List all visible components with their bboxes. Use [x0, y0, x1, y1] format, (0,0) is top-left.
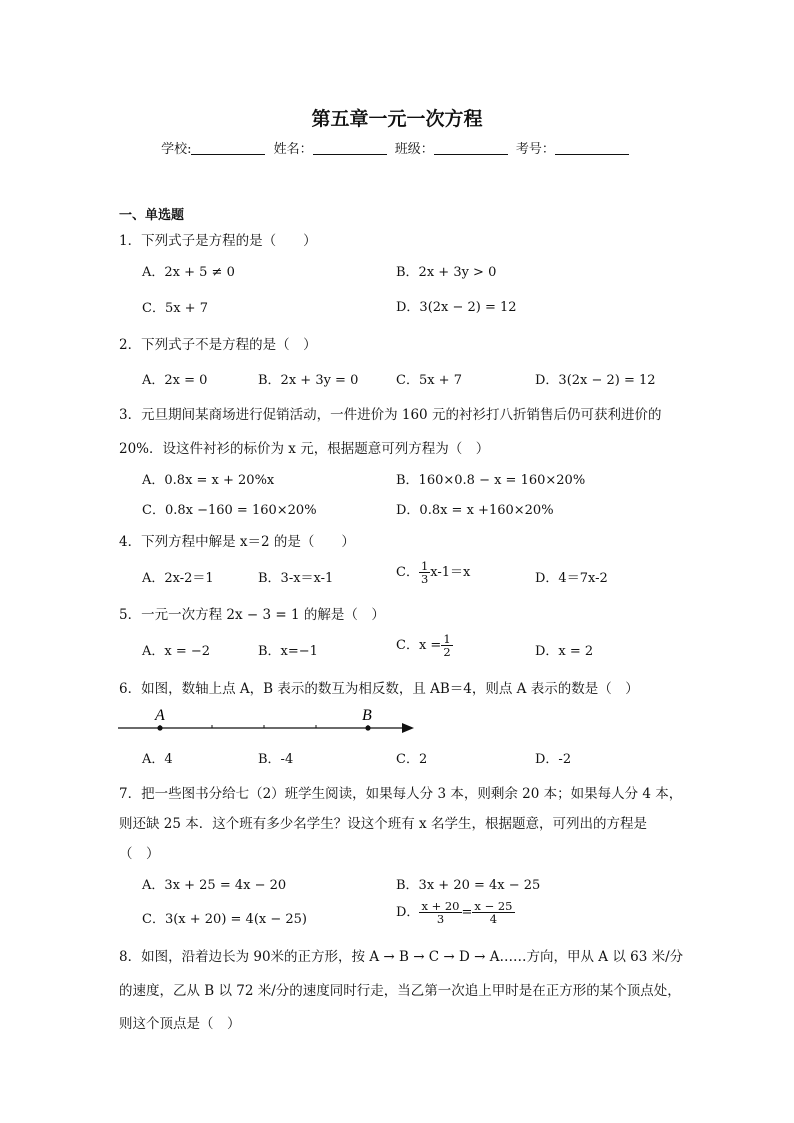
question-6-option-a: A．4	[142, 752, 173, 767]
name-label: 姓名：	[273, 142, 313, 157]
section-heading: 一、单选题	[119, 208, 185, 223]
question-2-option-b: B．2x + 3y = 0	[258, 373, 359, 388]
number-line-figure	[118, 700, 428, 740]
number-line-arrowhead	[402, 723, 414, 733]
question-3-option-c: C．0.8x −160 = 160×20%	[142, 503, 317, 518]
question-3-stem-line-1: 3．元旦期间某商场进行促销活动，一件进价为 160 元的衬衫打八折销售后仍可获利进价的	[119, 407, 662, 423]
question-1-stem: 1．下列式子是方程的是（ ）	[119, 233, 317, 249]
fraction-numerator: 1	[443, 632, 451, 646]
fraction-numerator: 1	[420, 559, 429, 573]
fraction-one-third	[419, 560, 430, 585]
question-3-option-d: D．0.8x = x +160×20%	[396, 503, 554, 518]
fraction-left	[419, 900, 461, 925]
question-5-option-a: A．x = −2	[142, 644, 211, 659]
question-7-option-a: A．3x + 25 = 4x − 20	[142, 878, 287, 893]
question-7-option-d-prefix: D．	[396, 905, 420, 920]
school-label: 学校:	[161, 142, 192, 157]
question-4-option-d: D．4＝7x-2	[535, 571, 608, 586]
page-title: 第五章一元一次方程	[311, 108, 483, 130]
question-2-option-a: A．2x = 0	[142, 373, 208, 388]
question-3-stem-line-2: 20%．设这件衬衫的标价为 x 元，根据题意可列方程为（ ）	[119, 441, 490, 457]
question-6-option-d: D．-2	[535, 752, 572, 767]
question-8-stem-line-3: 则这个顶点是（ ）	[119, 1016, 241, 1032]
question-1-option-b: B．2x + 3y > 0	[396, 265, 497, 280]
question-5-option-c-prefix: C．x =	[396, 638, 442, 653]
question-6-stem: 6．如图，数轴上点 A，B 表示的数互为相反数，且 AB＝4，则点 A 表示的数是（ ）	[119, 681, 639, 697]
number-label: 考号：	[515, 142, 555, 157]
point-a-label: A	[155, 707, 165, 724]
question-5-stem: 5．一元一次方程 2x − 3 = 1 的解是（ ）	[119, 607, 385, 623]
question-7-option-d	[396, 900, 515, 925]
class-label: 班级：	[394, 142, 434, 157]
question-5-option-b: B．x=−1	[258, 644, 318, 659]
question-4-option-c-rest: x-1＝x	[430, 565, 471, 580]
number-blank	[555, 140, 629, 155]
fraction-numerator: x − 25	[474, 899, 513, 913]
fraction-denominator: 3	[420, 572, 429, 586]
question-8-stem-line-1: 8．如图，沿着边长为 90米的正方形，按 A → B → C → D → A……方向，甲从 A 以 63 米/分	[119, 949, 684, 965]
question-6-option-b: B．-4	[258, 752, 294, 767]
question-6-option-c: C．2	[396, 752, 428, 767]
question-4-option-c	[396, 560, 470, 585]
question-7-option-b: B．3x + 20 = 4x − 25	[396, 878, 541, 893]
fraction-one-half	[441, 633, 452, 658]
point-b-dot	[365, 725, 370, 730]
question-7-stem-line-1: 7．把一些图书分给七（2）班学生阅读，如果每人分 3 本，则剩余 20 本；如果每人分 4 本，	[119, 786, 683, 802]
question-4-option-b: B．3-x＝x-1	[258, 571, 334, 586]
question-4-option-c-prefix: C．	[396, 565, 419, 580]
question-4-option-a: A．2x-2＝1	[142, 571, 214, 586]
point-b-label: B	[362, 707, 372, 724]
question-2-option-d: D．3(2x − 2) = 12	[535, 373, 656, 388]
question-5-option-d: D．x = 2	[535, 644, 594, 659]
fraction-numerator: x + 20	[421, 899, 460, 913]
question-1-option-d: D．3(2x − 2) = 12	[396, 300, 517, 315]
point-a-dot	[157, 725, 162, 730]
fraction-right	[472, 900, 514, 925]
student-info-line	[0, 138, 794, 157]
name-blank	[313, 140, 387, 155]
question-7-option-c: C．3(x + 20) = 4(x − 25)	[142, 912, 307, 927]
fraction-denominator: 4	[489, 912, 498, 926]
question-4-stem: 4．下列方程中解是 x＝2 的是（ ）	[119, 534, 355, 550]
question-5-option-c	[396, 633, 453, 658]
class-blank	[434, 140, 508, 155]
question-1-option-c: C．5x + 7	[142, 301, 208, 316]
question-1-option-a: A．2x + 5 ≠ 0	[142, 265, 235, 280]
question-3-option-a: A．0.8x = x + 20%x	[142, 473, 275, 488]
fraction-denominator: 2	[443, 645, 451, 659]
question-2-stem: 2．下列式子不是方程的是（ ）	[119, 337, 317, 353]
question-3-option-b: B．160×0.8 − x = 160×20%	[396, 473, 586, 488]
question-7-stem-line-2: 则还缺 25 本．这个班有多少名学生？设这个班有 x 名学生，根据题意，可列出的方程是	[119, 816, 647, 832]
question-8-stem-line-2: 的速度，乙从 B 以 72 米/分的速度同时行走，当乙第一次追上甲时是在正方形的某个顶点处，	[119, 983, 681, 999]
fraction-denominator: 3	[436, 912, 445, 926]
question-7-stem-line-3: （ ）	[119, 846, 160, 862]
equals-sign: =	[461, 905, 473, 920]
question-2-option-c: C．5x + 7	[396, 373, 462, 388]
school-blank	[191, 140, 265, 155]
